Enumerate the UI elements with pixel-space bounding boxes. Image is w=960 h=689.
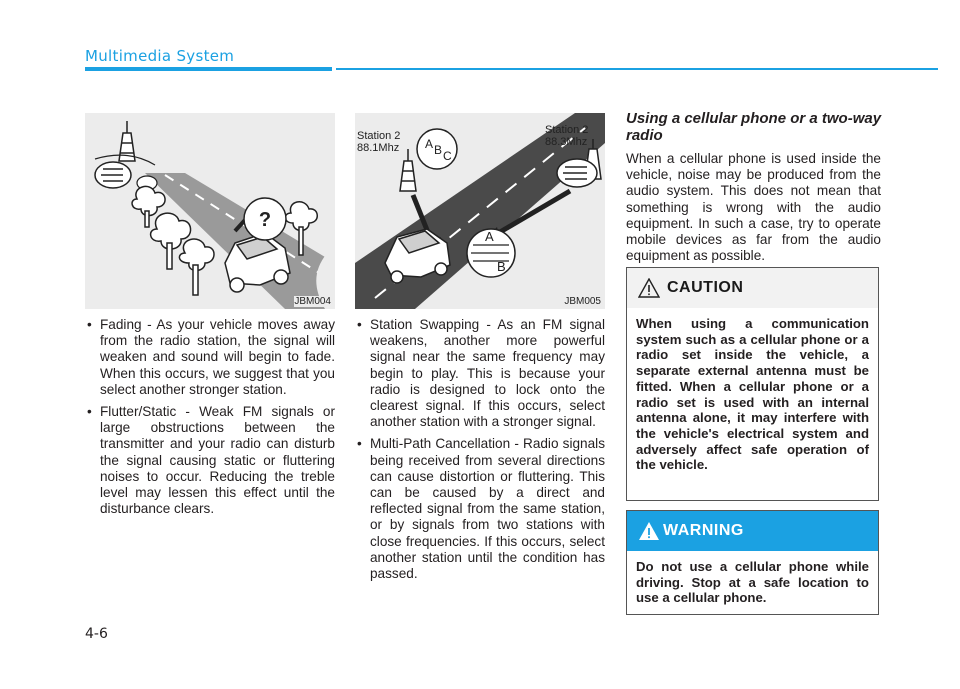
- subsection-title: Using a cellular phone or a two-way radio: [626, 110, 882, 144]
- section-title: Multimedia System: [85, 47, 235, 65]
- station-swapping-illustration: [355, 113, 605, 309]
- warning-label: WARNING: [663, 522, 744, 539]
- fading-illustration: [85, 113, 335, 309]
- figure-code: JBM005: [564, 296, 601, 307]
- svg-text:A: A: [425, 137, 434, 151]
- warning-triangle-outline-icon: [638, 278, 660, 298]
- caution-label: CAUTION: [667, 279, 744, 296]
- bullet-list: [355, 317, 605, 582]
- list-item: • Multi-Path Cancellation - Radio signals being received from several directions can cause distortion or fluttering. This can be caused by a direct and reflected signal from the same station, or by signals from two stations with close frequencies. If this occurs, select another station until the condition has passed.: [355, 436, 605, 582]
- figure-fading: [85, 113, 335, 309]
- column-1: [85, 317, 335, 523]
- caution-header: [627, 268, 878, 308]
- warning-header: [627, 511, 878, 551]
- left-station-freq: 88.1Mhz: [357, 142, 400, 154]
- caution-box: [626, 267, 879, 501]
- list-item: • Fading - As your vehicle moves away from the radio station, the signal will weaken and sound will begin to fade. When this occurs, we suggest that you select another stronger station.: [85, 317, 335, 398]
- figure-code: JBM004: [294, 296, 331, 307]
- intro-paragraph: When a cellular phone is used inside the vehicle, noise may be produced from the audio system. This does not mean that something is wrong with the audio equipment. In such a case, try to operate mobile devices as far from the audio equipment as possible.: [626, 151, 881, 264]
- figure-station-swapping: [355, 113, 605, 309]
- svg-text:A: A: [485, 229, 494, 244]
- column-2: [355, 317, 605, 588]
- left-station-name: Station 2: [357, 130, 401, 142]
- header-rule-thick: [85, 67, 332, 71]
- svg-text:B: B: [497, 259, 506, 274]
- caution-text: When using a communication system such as a cellular phone or a radio set inside the vehicle, a separate external antenna must be fitted. When a cellular phone or a radio set is used with an internal antenna alone, it may interfere with the vehicle's electrical system and adversely affect safe operation of the vehicle.: [636, 316, 869, 473]
- warning-text: Do not use a cellular phone while driving. Stop at a safe location to use a cellular phone.: [636, 559, 869, 606]
- header-rule-thin: [336, 68, 938, 70]
- warning-box: [626, 510, 879, 615]
- svg-text:B: B: [434, 143, 443, 157]
- right-station-freq: 88.3Mhz: [545, 136, 588, 148]
- right-station-name: Station 2: [545, 124, 589, 136]
- question-mark: ?: [258, 209, 272, 231]
- list-item: • Flutter/Static - Weak FM signals or large obstructions between the transmitter and your radio can disturb the signal causing static or fluttering noises to occur. Reducing the treble level may lessen this effect until the disturbance clears.: [85, 404, 335, 517]
- bullet-list: [85, 317, 335, 517]
- list-item: • Station Swapping - As an FM signal weakens, another more powerful signal near the same frequency may begin to play. This is because your radio is designed to lock onto the clearest signal. If this occurs, select another station with a stronger signal.: [355, 317, 605, 430]
- svg-text:C: C: [443, 149, 452, 163]
- warning-triangle-filled-icon: [638, 521, 660, 541]
- page-number: 4-6: [85, 626, 108, 642]
